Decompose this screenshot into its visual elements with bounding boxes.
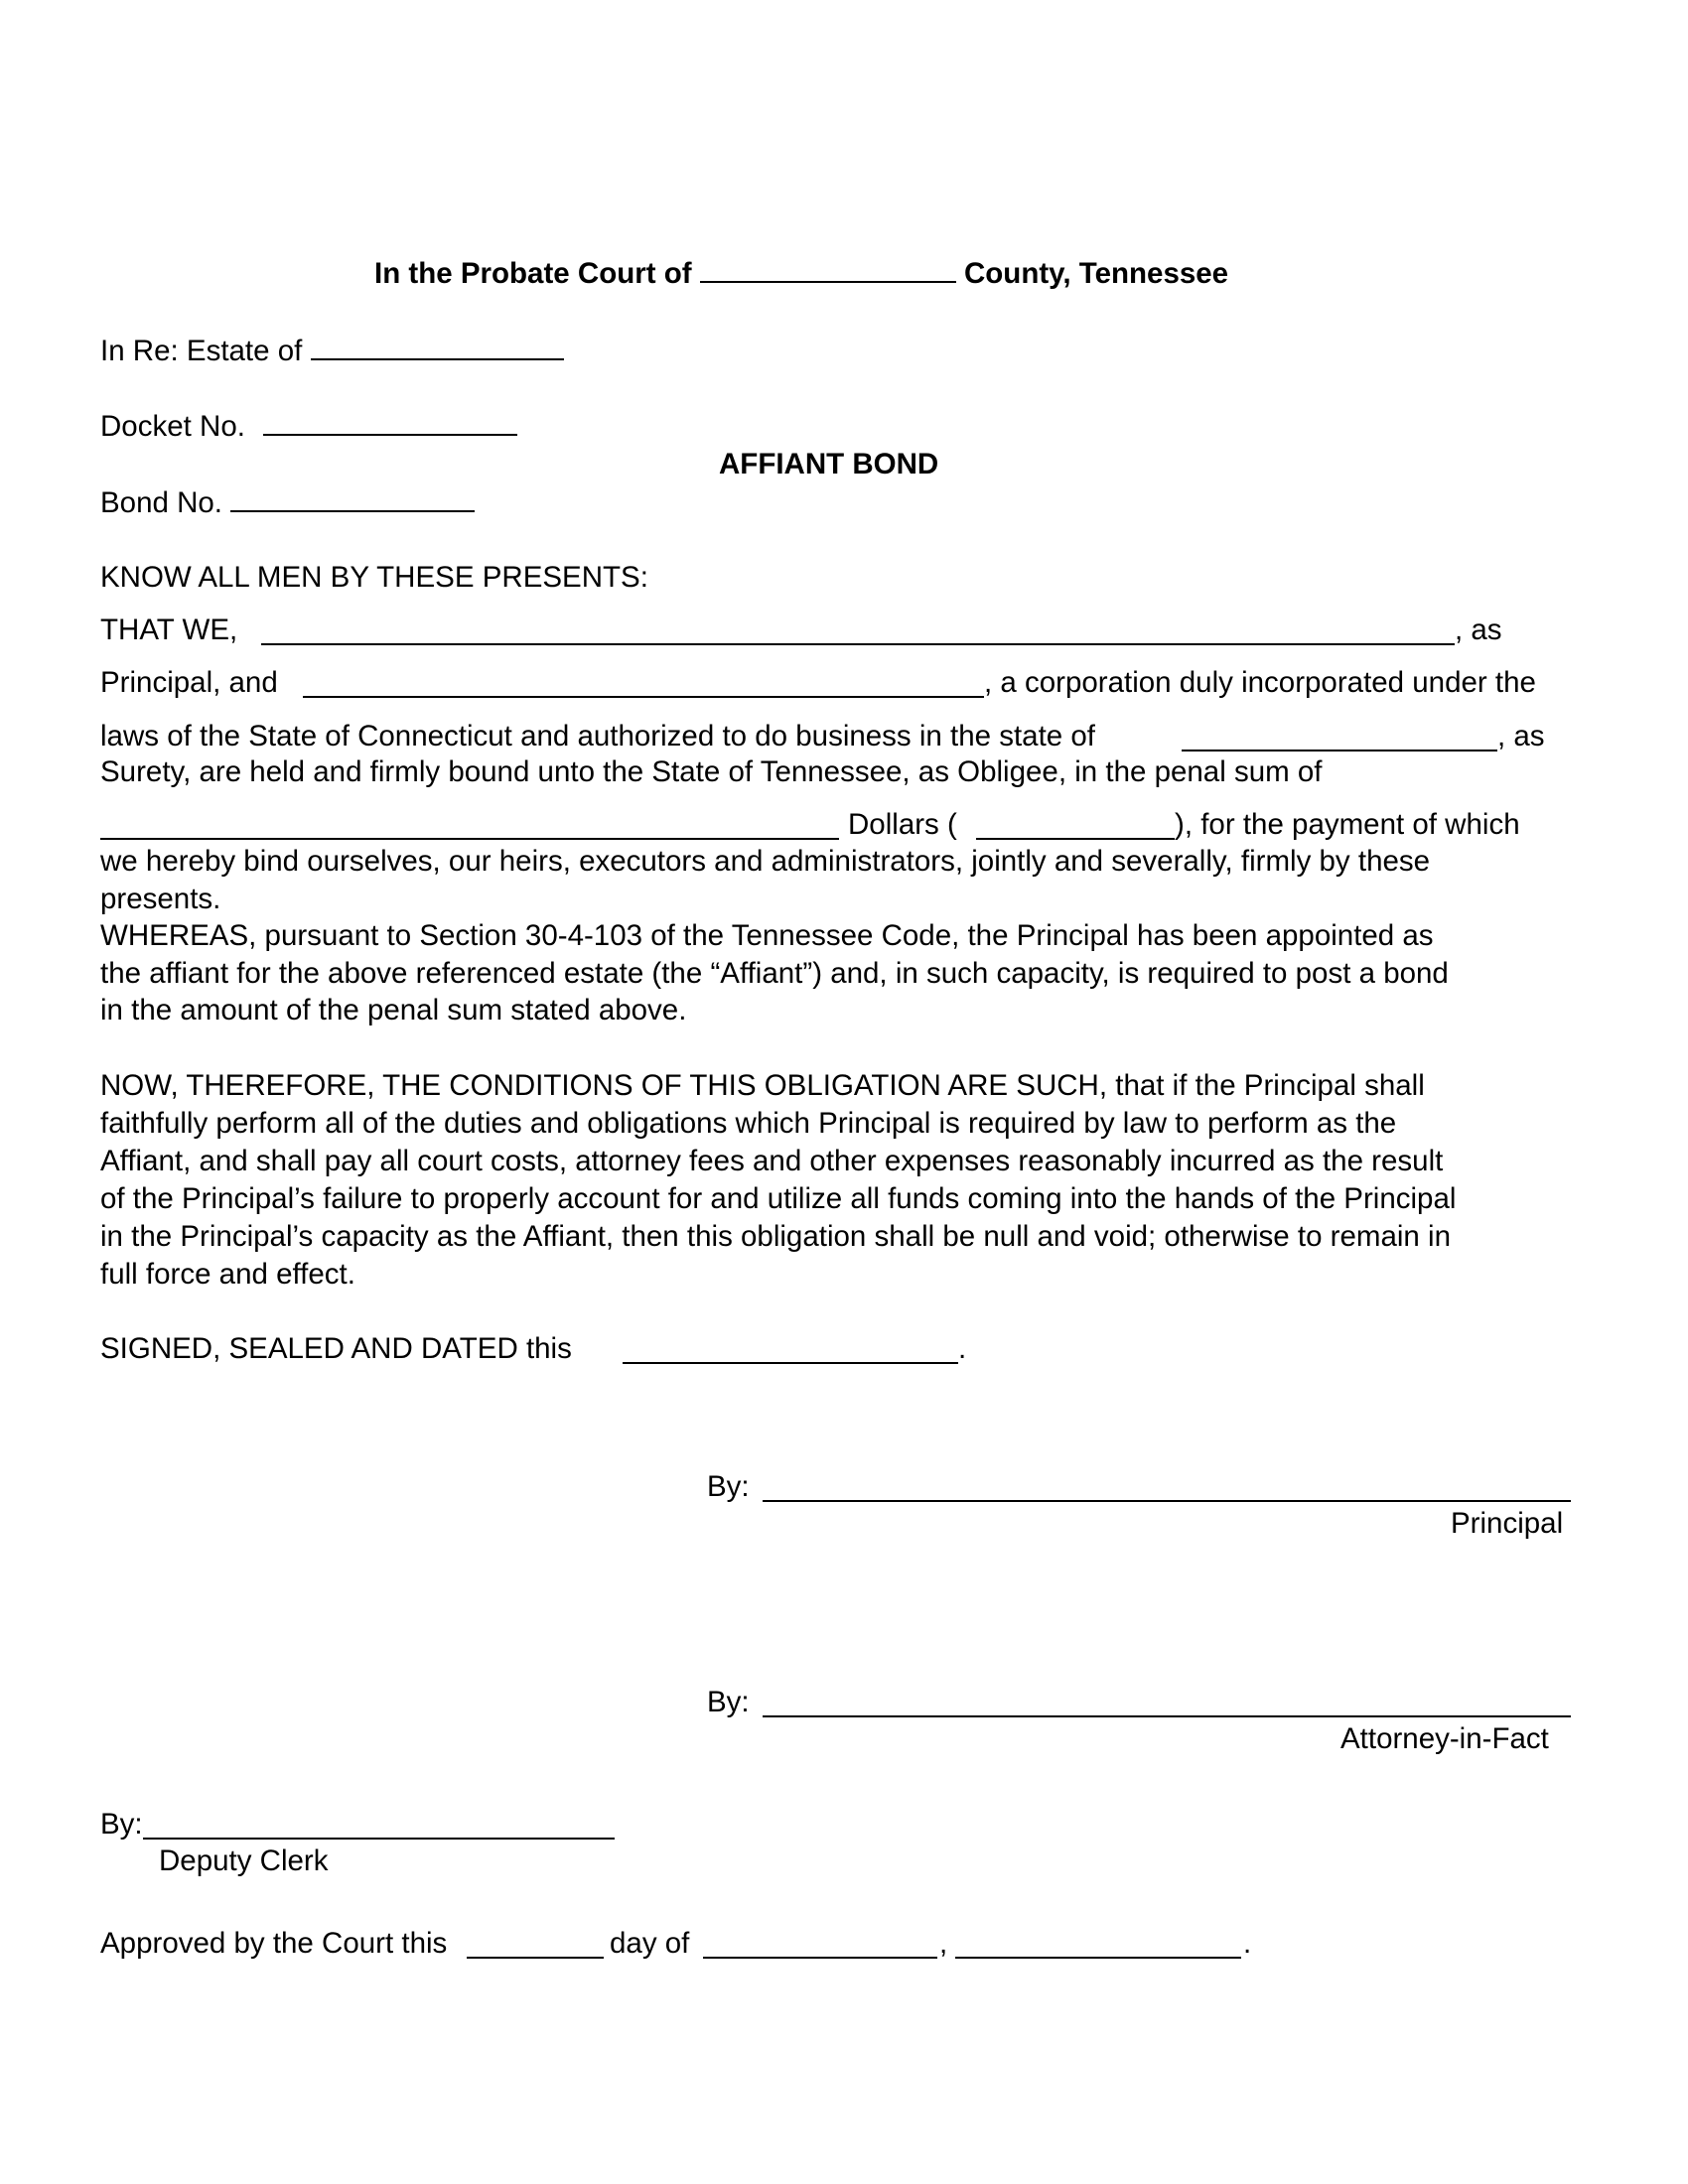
- court-header-prefix: In the Probate Court of: [374, 257, 692, 290]
- court-header-suffix: County, Tennessee: [963, 257, 1229, 290]
- surety-line: Surety, are held and firmly bound unto the State of Tennessee, as Obligee, in the penal sum of: [100, 755, 1323, 788]
- surety-name-blank[interactable]: [303, 696, 984, 698]
- docket-blank[interactable]: [263, 410, 517, 436]
- principal-caption: Principal: [1451, 1507, 1564, 1540]
- principal-signature-line[interactable]: [763, 1500, 1571, 1502]
- penal-sum-words-blank[interactable]: [100, 838, 839, 840]
- now-therefore-line-5: in the Principal’s capacity as the Affiant, then this obligation shall be null and void; otherwise to remain in: [100, 1220, 1451, 1253]
- attorney-signature-line[interactable]: [763, 1715, 1571, 1717]
- document-title: AFFIANT BOND: [719, 448, 939, 480]
- estate-label: In Re: Estate of: [100, 335, 303, 367]
- bind-line: we hereby bind ourselves, our heirs, executors and administrators, jointly and severally, firmly by these: [100, 845, 1431, 878]
- estate-line: [100, 334, 564, 369]
- approval-comma: ,: [939, 1927, 948, 1960]
- that-we-label: THAT WE,: [100, 614, 238, 646]
- now-therefore-line-3: Affiant, and shall pay all court costs, attorney fees and other expenses reasonably incurred as the result: [100, 1145, 1444, 1177]
- know-all-men: KNOW ALL MEN BY THESE PRESENTS:: [100, 561, 648, 594]
- signed-date-blank[interactable]: [623, 1362, 958, 1364]
- docket-label: Docket No.: [100, 410, 245, 443]
- attorney-by-label: By:: [707, 1686, 750, 1718]
- presents-line: presents.: [100, 883, 221, 915]
- now-therefore-line-4: of the Principal’s failure to properly account for and utilize all funds coming into the hands of the Principal: [100, 1182, 1457, 1215]
- principal-and-label: Principal, and: [100, 666, 278, 699]
- principal-name-blank[interactable]: [261, 643, 1455, 645]
- now-therefore-line-6: full force and effect.: [100, 1258, 355, 1291]
- laws-of-text: laws of the State of Connecticut and authorized to do business in the state of: [100, 720, 1095, 752]
- signed-period: .: [958, 1332, 967, 1365]
- bond-blank[interactable]: [230, 486, 475, 512]
- now-therefore-line-2: faithfully perform all of the duties and obligations which Principal is required by law to perform as the: [100, 1107, 1397, 1140]
- approval-year-blank[interactable]: [955, 1957, 1241, 1959]
- attorney-caption: Attorney-in-Fact: [1340, 1722, 1549, 1755]
- bond-label: Bond No.: [100, 486, 222, 519]
- clerk-signature-line[interactable]: [143, 1838, 615, 1840]
- approval-period: .: [1243, 1927, 1252, 1960]
- whereas-line-1: WHEREAS, pursuant to Section 30-4-103 of the Tennessee Code, the Principal has been appointed as: [100, 919, 1434, 952]
- deputy-clerk-caption: Deputy Clerk: [159, 1844, 329, 1877]
- approval-day-of: day of: [610, 1927, 690, 1960]
- as-label-2: , as: [1497, 720, 1545, 752]
- county-blank[interactable]: [700, 257, 956, 283]
- bond-line: [100, 485, 475, 521]
- whereas-line-2: the affiant for the above referenced estate (the “Affiant”) and, in such capacity, is required to post a bond: [100, 957, 1449, 990]
- court-header: [374, 256, 1228, 292]
- corporation-text: , a corporation duly incorporated under the: [984, 666, 1536, 699]
- approval-month-blank[interactable]: [703, 1957, 937, 1959]
- estate-blank[interactable]: [311, 335, 564, 360]
- principal-by-label: By:: [707, 1470, 750, 1503]
- now-therefore-line-1: NOW, THEREFORE, THE CONDITIONS OF THIS OBLIGATION ARE SUCH, that if the Principal shall: [100, 1069, 1425, 1102]
- signed-label: SIGNED, SEALED AND DATED this: [100, 1332, 572, 1365]
- state-blank[interactable]: [1182, 750, 1497, 751]
- for-payment-text: ), for the payment of which: [1175, 808, 1520, 841]
- docket-line: [100, 409, 517, 445]
- clerk-by-label: By:: [100, 1808, 143, 1841]
- as-label-1: , as: [1455, 614, 1502, 646]
- approval-prefix: Approved by the Court this: [100, 1927, 448, 1960]
- penal-sum-figures-blank[interactable]: [976, 838, 1175, 840]
- dollars-label: Dollars (: [848, 808, 957, 841]
- approval-day-blank[interactable]: [467, 1957, 604, 1959]
- whereas-line-3: in the amount of the penal sum stated above.: [100, 994, 687, 1026]
